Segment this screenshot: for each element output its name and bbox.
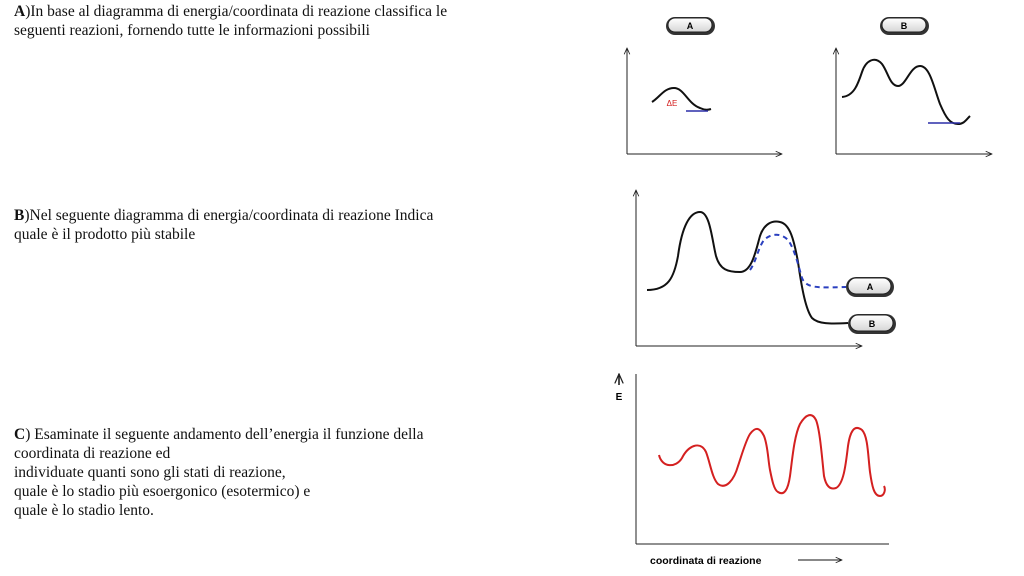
question-b-letter: B [14, 207, 25, 224]
diagram-c-x-label: coordinata di reazione [650, 555, 762, 567]
question-b-line-1: )Nel seguente diagramma di energia/coordinata di reazione Indica [24, 207, 434, 224]
diagram-ab-tag-a [846, 277, 894, 297]
question-c-line-5: quale è lo stadio lento. [14, 502, 154, 519]
question-a-line-1: )In base al diagramma di energia/coordinata di reazione classifica le [25, 3, 448, 20]
question-c-letter: C [14, 426, 26, 443]
question-a-letter: A [14, 3, 26, 20]
question-c-line-1: ) Esaminate il seguente andamento dell’energia il funzione della [25, 426, 424, 443]
diagram-b-tag-label: B [900, 21, 908, 31]
diagram-ab-tag-b [848, 314, 896, 334]
diagram-a-delta-label: ΔE [666, 99, 678, 108]
diagram-a-tag-label: A [686, 21, 694, 31]
question-b-line-2: quale è il prodotto più stabile [14, 226, 196, 243]
diagram-c-curve [659, 415, 885, 496]
diagram-a-curve [652, 88, 711, 110]
diagram-c-y-label: E [615, 392, 623, 403]
diagram-b-curve [842, 60, 970, 124]
diagram-a [627, 17, 782, 154]
question-c-line-2: coordinata di reazione ed [14, 445, 171, 462]
diagram-ab-curve-b [647, 212, 848, 323]
diagram-b-tag [880, 17, 929, 35]
diagram-ab-curve-a [750, 235, 846, 288]
diagram-a-tag [666, 17, 715, 35]
diagram-ab-tag-a-label: A [866, 282, 874, 292]
question-c-line-4: quale è lo stadio più esoergonico (esotermico) e [14, 483, 311, 500]
diagram-c [616, 374, 889, 567]
diagram-ab [636, 190, 896, 346]
question-c-line-3: individuate quanti sono gli stati di reazione, [14, 464, 286, 481]
diagram-ab-tag-b-label: B [868, 319, 876, 329]
question-a-line-2: seguenti reazioni, fornendo tutte le informazioni possibili [14, 22, 370, 39]
diagram-b [836, 17, 992, 154]
